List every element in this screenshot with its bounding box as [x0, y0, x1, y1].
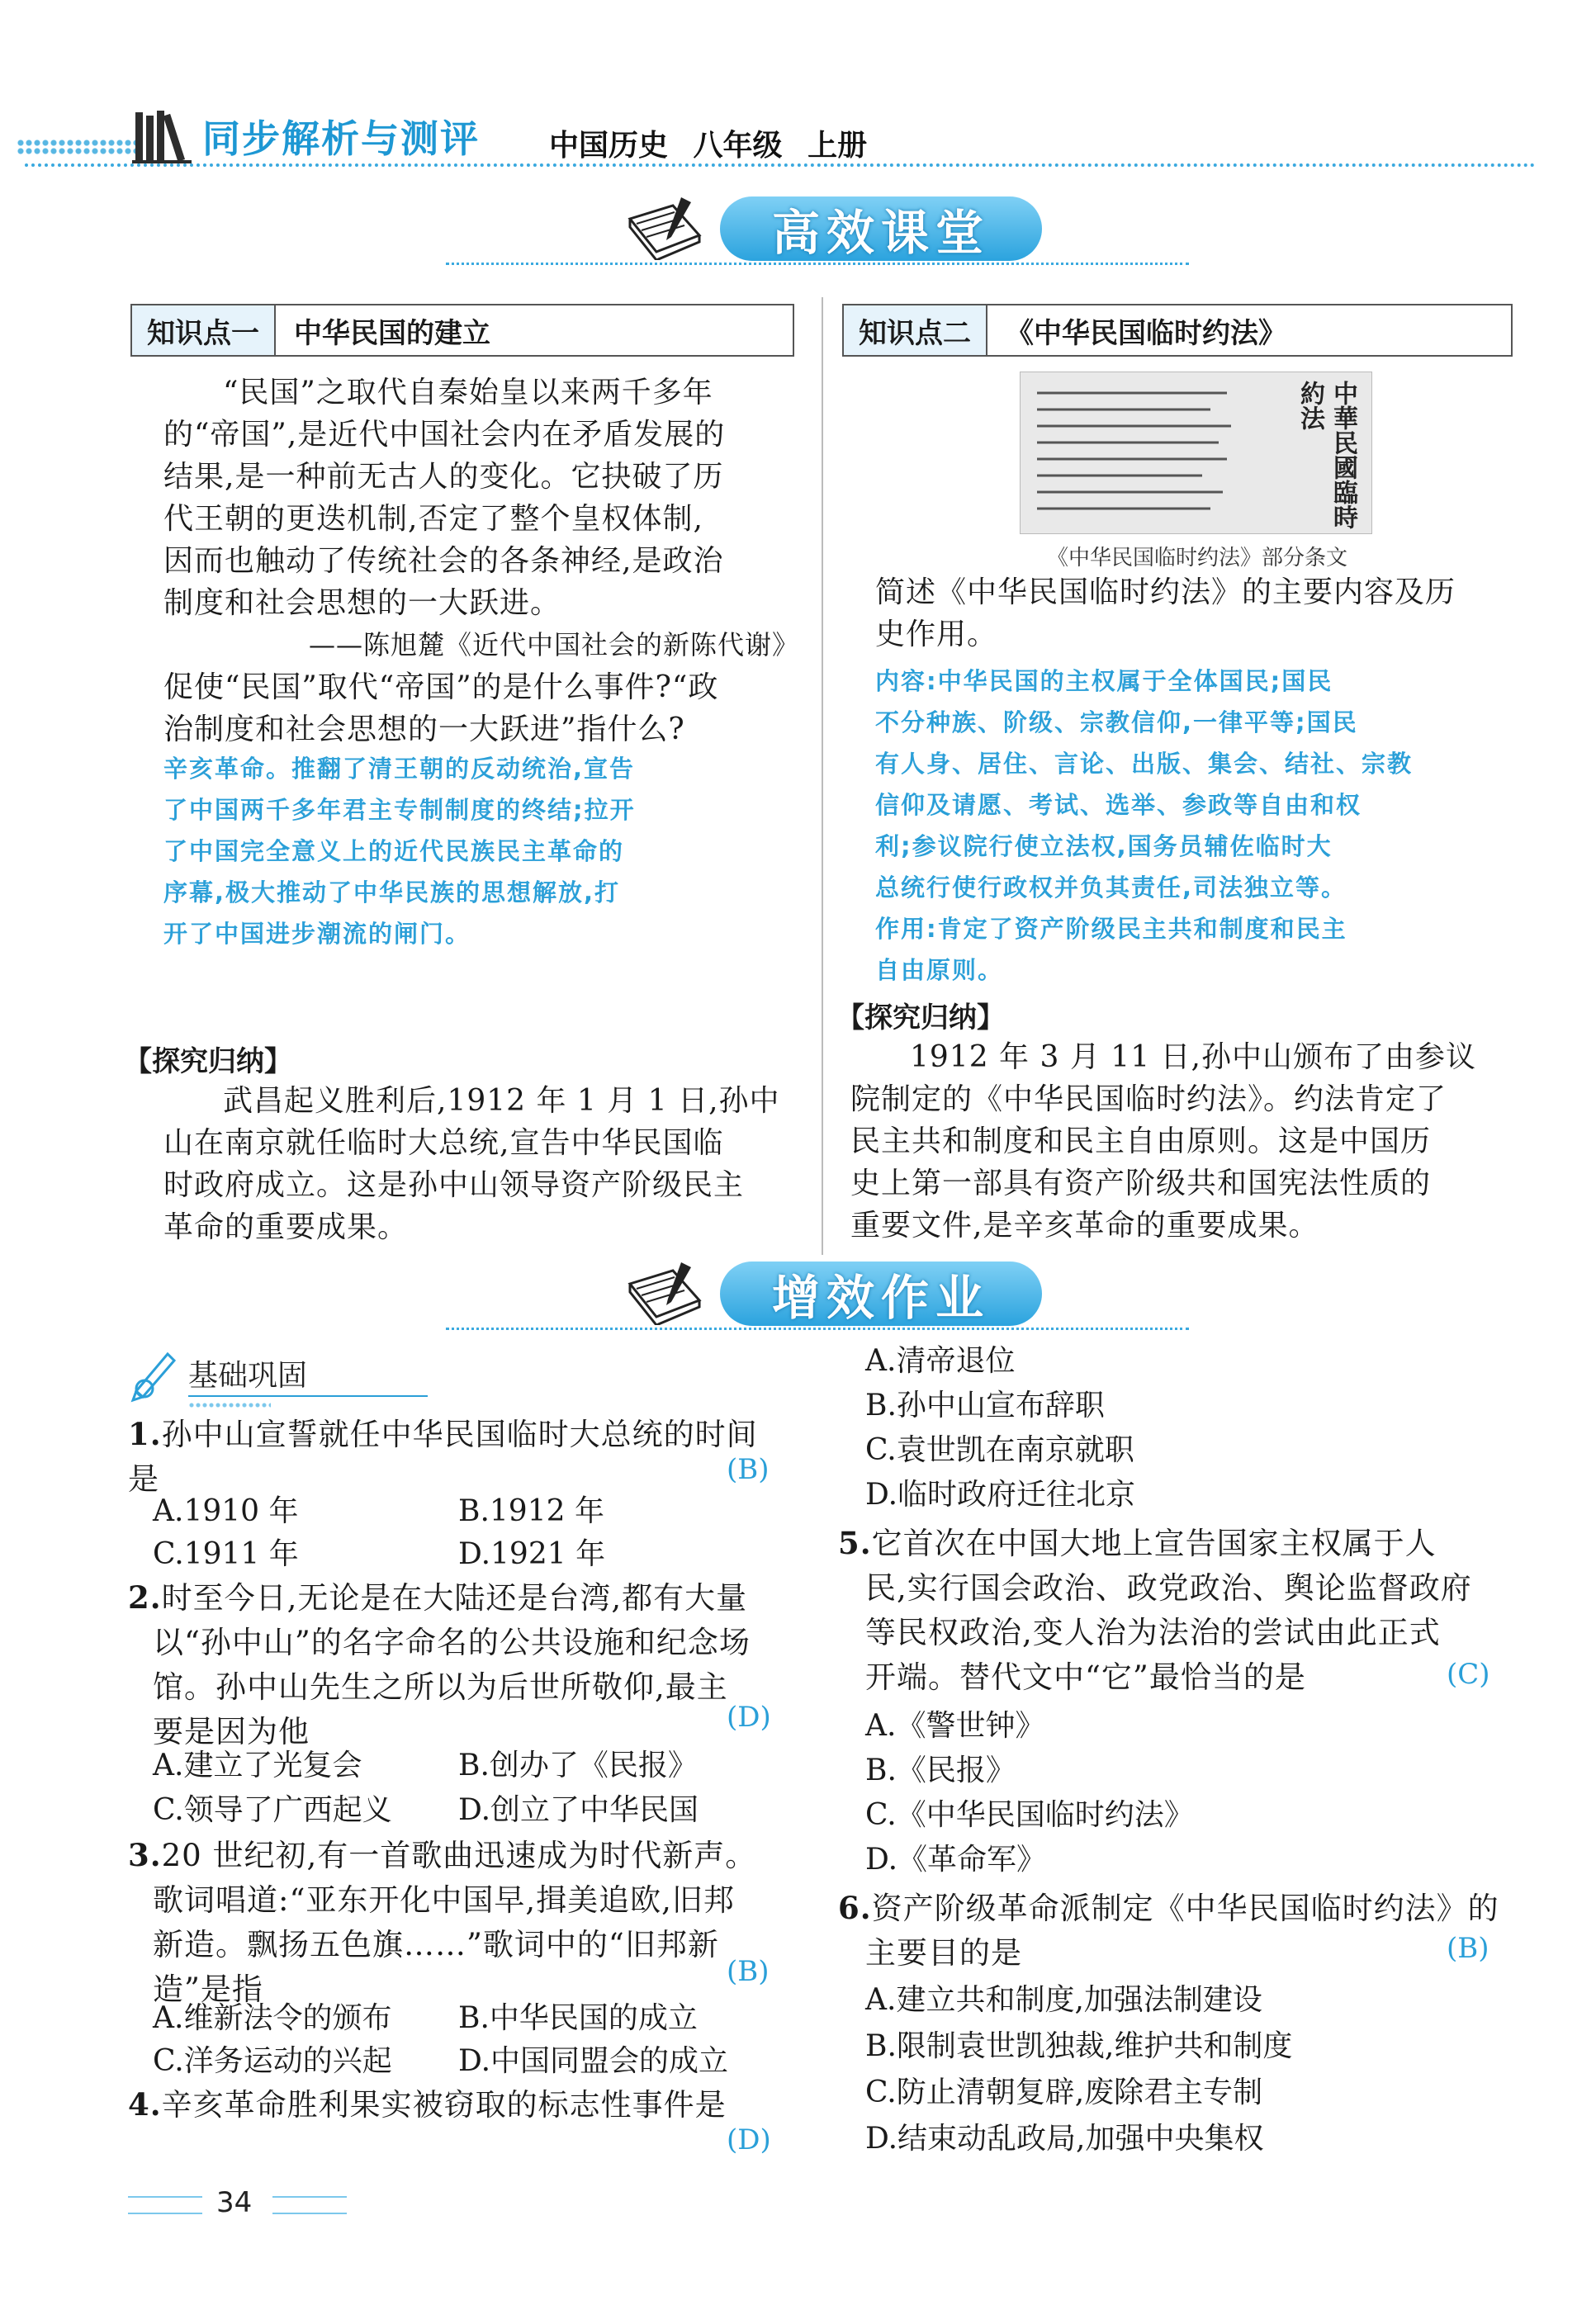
- answer-mark: (B): [727, 1955, 770, 1988]
- knowledge-point-2-header: [842, 304, 1513, 357]
- quote-line: “民国”之取代自秦始皇以来两千多年: [223, 376, 713, 409]
- dot-decoration: [17, 139, 140, 155]
- option: C.1911 年: [153, 1537, 299, 1571]
- question-stem: 馆。孙中山先生之所以为后世所敬仰,最主: [153, 1669, 728, 1705]
- knowledge-point-1-header: [130, 304, 794, 357]
- answer-line: 作用:肯定了资产阶级民主共和制度和民主: [875, 915, 1347, 943]
- answer-line: 信仰及请愿、考试、选举、参政等自由和权: [875, 791, 1362, 819]
- question-line: 治制度和社会思想的一大跃进”指什么?: [163, 712, 685, 746]
- answer-line: 了中国两千多年君主专制制度的终结;拉开: [163, 796, 636, 824]
- option: A.清帝退位: [865, 1344, 1016, 1378]
- question-stem: 新造。飘扬五色旗……”歌词中的“旧邦新: [153, 1927, 719, 1962]
- question-stem: 主要目的是: [865, 1935, 1022, 1971]
- question-line: 史作用。: [875, 618, 998, 651]
- knowledge-point-tag: 知识点二: [844, 305, 987, 355]
- knowledge-point-tag: 知识点一: [132, 305, 276, 355]
- quote-line: 制度和社会思想的一大跃进。: [163, 586, 561, 620]
- option: D.结束动乱政局,加强中央集权: [865, 2122, 1264, 2156]
- summary-text: [163, 1080, 791, 1248]
- question-stem: 时至今日,无论是在大陆还是台湾,都有大量: [161, 1580, 748, 1616]
- option: C.袁世凯在南京就职: [865, 1433, 1134, 1467]
- question-5: [838, 1521, 1515, 1700]
- question-number: 1.: [128, 1416, 162, 1452]
- option: C.洋务运动的兴起: [153, 2044, 392, 2078]
- question-stem: 等民权政治,变人治为法治的尝试由此正式: [865, 1615, 1441, 1650]
- page-header: [0, 0, 1596, 178]
- quote-line: 的“帝国”,是近代中国社会内在矛盾发展的: [163, 418, 726, 452]
- option: B.孙中山宣布辞职: [865, 1389, 1105, 1422]
- books-icon: [132, 107, 198, 165]
- document-photo: [1020, 372, 1372, 534]
- notebook-pen-icon: [623, 1259, 706, 1325]
- summary-line: 重要文件,是辛亥革命的重要成果。: [850, 1209, 1319, 1243]
- option: C.防止清朝复辟,废除君主专制: [865, 2076, 1263, 2109]
- answer-line: 辛亥革命。推翻了清王朝的反动统治,宣告: [163, 755, 636, 783]
- option: C.领导了广西起义: [153, 1793, 392, 1827]
- question-3: [128, 1833, 797, 2012]
- section-subtitle: 基础巩固: [188, 1359, 308, 1393]
- summary-text: [850, 1036, 1503, 1247]
- question-stem: 民,实行国会政治、政党政治、舆论监督政府: [865, 1570, 1472, 1606]
- option: D.临时政府迁往北京: [865, 1478, 1136, 1512]
- question-stem: 辛亥革命胜利果实被窃取的标志性事件是: [161, 2087, 727, 2123]
- option: B.《民报》: [865, 1754, 1016, 1787]
- answer-line: 内容:中华民国的主权属于全体国民;国民: [875, 667, 1333, 695]
- question-6: [838, 1886, 1515, 1976]
- column-divider: [822, 297, 823, 1255]
- quote-line: 代王朝的更迭机制,否定了整个皇权体制,: [163, 502, 703, 536]
- question-2: [128, 1575, 797, 1754]
- question-number: 6.: [838, 1890, 872, 1926]
- series-title: 同步解析与测评: [202, 116, 480, 161]
- summary-line: 武昌起义胜利后,1912 年 1 月 1 日,孙中: [223, 1084, 780, 1118]
- option: C.《中华民国临时约法》: [865, 1798, 1194, 1832]
- answer-mark: (C): [1447, 1658, 1490, 1691]
- summary-line: 山在南京就任临时大总统,宣告中华民国临: [163, 1126, 724, 1160]
- option: B.1912 年: [458, 1494, 604, 1528]
- question-stem: 以“孙中山”的名字命名的公共设施和纪念场: [153, 1625, 751, 1660]
- question-line: 简述《中华民国临时约法》的主要内容及历: [875, 575, 1456, 609]
- answer-line: 不分种族、阶级、宗教信仰,一律平等;国民: [875, 708, 1358, 736]
- document-photo-title: 中華民國臨時約法: [1295, 381, 1357, 529]
- option: A.维新法令的颁布: [153, 2001, 392, 2035]
- summary-line: 1912 年 3 月 11 日,孙中山颁布了由参议: [910, 1040, 1476, 1074]
- option: A.建立了光复会: [153, 1749, 362, 1782]
- subject-label: 中国历史 八年级 上册: [549, 129, 868, 163]
- answer-line: 序幕,极大推动了中华民族的思想解放,打: [163, 878, 621, 906]
- answer-mark: (D): [727, 1701, 771, 1734]
- image-caption: 《中华民国临时约法》部分条文: [1046, 546, 1347, 570]
- pencil-ruler-icon: [128, 1346, 186, 1404]
- summary-line: 革命的重要成果。: [163, 1210, 409, 1244]
- option: B.中华民国的成立: [458, 2001, 698, 2035]
- option: B.创办了《民报》: [458, 1749, 698, 1782]
- banner-title: 高效课堂: [720, 196, 1042, 261]
- quote-passage: [163, 372, 799, 750]
- summary-line: 院制定的《中华民国临时约法》。约法肯定了: [850, 1082, 1447, 1116]
- summary-tag: 【探究归纳】: [124, 1045, 292, 1078]
- banner-title: 增效作业: [720, 1262, 1042, 1326]
- subtitle-underline: [188, 1395, 428, 1397]
- option: D.1921 年: [458, 1537, 606, 1571]
- question-number: 2.: [128, 1579, 162, 1616]
- quote-line: 因而也触动了传统社会的各条神经,是政治: [163, 544, 724, 578]
- quote-source: ——陈旭麓《近代中国社会的新陈代谢》: [308, 629, 799, 660]
- answer-line: 了中国完全意义上的近代民族民主革命的: [163, 837, 625, 865]
- question-number: 4.: [128, 2086, 162, 2123]
- question-4: [128, 2082, 797, 2128]
- option: A.1910 年: [153, 1494, 299, 1528]
- footer-decoration: [128, 2196, 202, 2214]
- answer-line: 自由原则。: [875, 956, 1004, 984]
- handwritten-answer: [875, 660, 1515, 991]
- answer-line: 有人身、居住、言论、出版、集会、结社、宗教: [875, 750, 1414, 778]
- question-2-text: [875, 571, 1511, 656]
- knowledge-point-title: 中华民国的建立: [294, 316, 490, 350]
- question-stem: 造”是指: [153, 1972, 263, 2007]
- question-stem: 要是因为他: [153, 1714, 310, 1749]
- question-stem: 它首次在中国大地上宣告国家主权属于人: [871, 1526, 1437, 1561]
- option: B.限制袁世凯独裁,维护共和制度: [865, 2029, 1293, 2063]
- option: D.中国同盟会的成立: [458, 2044, 729, 2078]
- notebook-pen-icon: [623, 194, 706, 260]
- question-stem: 开端。替代文中“它”最恰当的是: [865, 1659, 1306, 1695]
- question-number: 3.: [128, 1837, 162, 1873]
- page-number: 34: [216, 2186, 253, 2219]
- question-stem: 资产阶级革命派制定《中华民国临时约法》的: [871, 1891, 1499, 1926]
- question-stem: 歌词唱道:“亚东开化中国早,揖美追欧,旧邦: [153, 1882, 735, 1918]
- dot-decoration: [188, 1402, 271, 1408]
- answer-line: 开了中国进步潮流的闸门。: [163, 920, 471, 948]
- option: D.《革命军》: [865, 1843, 1047, 1877]
- question-1: [128, 1412, 789, 1502]
- option: D.创立了中华民国: [458, 1793, 699, 1827]
- question-number: 5.: [838, 1525, 872, 1561]
- handwritten-answer: [163, 748, 799, 954]
- option: A.建立共和制度,加强法制建设: [865, 1983, 1262, 2017]
- question-line: 促使“民国”取代“帝国”的是什么事件?“政: [163, 670, 719, 704]
- footer-decoration: [272, 2196, 347, 2214]
- option: A.《警世钟》: [865, 1709, 1045, 1743]
- header-divider: [25, 163, 1536, 167]
- summary-line: 时政府成立。这是孙中山领导资产阶级民主: [163, 1168, 745, 1202]
- summary-line: 史上第一部具有资产阶级共和国宪法性质的: [850, 1167, 1432, 1200]
- knowledge-point-title: 《中华民国临时约法》: [1006, 316, 1286, 350]
- question-stem: 20 世纪初,有一首歌曲迅速成为时代新声。: [161, 1838, 757, 1873]
- answer-mark: (B): [1447, 1932, 1489, 1965]
- summary-line: 民主共和制度和民主自由原则。这是中国历: [850, 1124, 1432, 1158]
- question-stem: 孙中山宣誓就任中华民国临时大总统的时间是: [128, 1417, 758, 1497]
- answer-line: 总统行使行政权并负其责任,司法独立等。: [875, 873, 1347, 902]
- quote-line: 结果,是一种前无古人的变化。它抉破了历: [163, 460, 724, 494]
- answer-line: 利;参议院行使立法权,国务员辅佐临时大: [875, 832, 1333, 860]
- answer-mark: (D): [727, 2123, 771, 2156]
- answer-mark: (B): [727, 1453, 770, 1486]
- summary-tag: 【探究归纳】: [836, 1001, 1005, 1034]
